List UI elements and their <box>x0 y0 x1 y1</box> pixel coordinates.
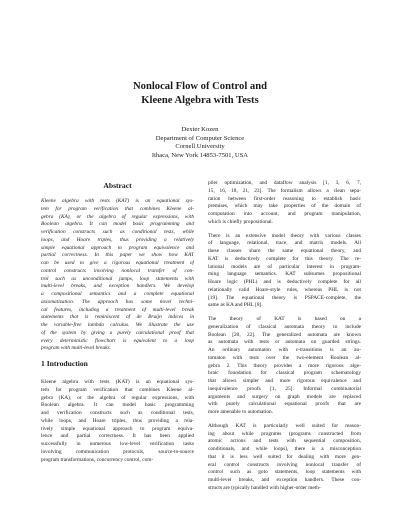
text-line: control constructs involving nonlocal transfer of con- <box>41 267 194 274</box>
text-line: control such as goto statements, loop statements with <box>208 469 361 476</box>
text-line: as automata with tests or automata on guarded strings. <box>208 339 361 346</box>
author-univ: Cornell University <box>175 143 225 151</box>
text-line: gebra (KA), or the algebra of regular expressions, with <box>41 213 194 220</box>
text-line: multi-level breaks, and exception handlers. These con- <box>208 477 361 483</box>
title-line-2: Kleene Algebra with Tests <box>141 94 259 106</box>
text-line: conditionals, and while loops), there is a misconception <box>208 446 361 452</box>
text-line: inequivalence proofs [1, 25]. Informal combinatorial <box>208 385 361 392</box>
text-line: same as KA and PHL [8]. <box>208 302 263 309</box>
text-line: gebra (KA), or the algebra of regular expressions, with <box>41 394 194 401</box>
intro-heading: 1 Introduction <box>41 359 88 368</box>
text-line: while loops, and Hoare triples, thus providing a rela- <box>41 417 194 424</box>
author-block <box>0 126 400 161</box>
text-line: arguments and surgery on graph models are replaced <box>208 393 361 400</box>
text-line: An ordinary automaton with ε-transitions is an au- <box>208 347 361 353</box>
abstract-body <box>41 198 194 353</box>
text-line: Boolean algebra. It can model basic programming and <box>41 221 194 228</box>
text-line: structs are typically handled with higher-order meth- <box>208 484 321 491</box>
text-line: There is an extensive model theory with various classes <box>208 232 361 239</box>
text-line: ing about while programs (programs constructed from <box>208 430 361 437</box>
text-line: trol such as unconditional jumps, loop statements with <box>41 275 194 282</box>
text-line: tem for program verification that combines Kleene al- <box>41 386 194 393</box>
author-dept: Department of Computer Science <box>155 134 245 142</box>
text-line: axiomatization. The approach has some novel techni- <box>41 298 194 305</box>
text-line: computation into account, and program manipulation, <box>208 211 361 217</box>
text-line: premises, which may take properties of the domain of <box>208 203 361 210</box>
intro-body <box>41 379 194 464</box>
title-line-1: Nonlocal Flow of Control and <box>133 81 267 92</box>
text-line: Kleene algebra with tests (KAT) is an equational sys- <box>41 379 194 385</box>
text-line: atomic actions and tests with sequential composition, <box>208 438 361 445</box>
text-line: which is chiefly propositional. <box>208 218 274 225</box>
text-line: Boolean [20, 22]. The generalized automata are known <box>208 331 361 338</box>
text-line: more amenable to automation. <box>208 409 273 415</box>
text-line: successfully in numerous low-level verification tasks <box>41 441 194 447</box>
text-line: piler optimization, and dataflow analysis [1, 3, 6, 7, <box>208 180 361 186</box>
paragraph <box>208 233 361 311</box>
text-line: program transformations, concurrency control, com- <box>41 456 154 463</box>
text-line: Although KAT is particularly well suited for reason- <box>208 422 361 429</box>
text-line: generalization of classical automata theory to include <box>208 323 361 330</box>
text-line: that it is less well suited for dealing with more gen- <box>208 453 361 460</box>
text-line: the variable-free lambda calculus. We illustrate the use <box>41 322 194 328</box>
text-line: KAT is deductively complete for this theory. The re- <box>208 255 361 262</box>
text-line: multi-level breaks, and exception handlers. We develop <box>41 283 194 290</box>
text-line: simple equational approach to program equivalence and <box>41 244 194 251</box>
text-line: Boolean algebra. It can model basic programming <box>41 402 194 409</box>
text-line: 15, 16, 18, 21, 23]. The formalism allows a clean sepa- <box>208 187 361 194</box>
text-line: cal features, including a treatment of multi-level break <box>41 306 194 313</box>
text-line: Hoare logic (PHL) and is deductively complete for all <box>208 279 361 285</box>
paragraph <box>208 316 361 417</box>
text-line: can be used to give a rigorous equational treatment of <box>41 260 194 266</box>
text-line: tomaton with tests over the two-element Boolean al- <box>208 354 361 361</box>
author-address: Ithaca, New York 14853-7501, USA <box>151 152 249 160</box>
paragraph <box>208 180 361 227</box>
text-line: these classes share the same equational theory, and <box>208 248 361 254</box>
text-line: verification constructs such as conditional tests, while <box>41 229 194 235</box>
abstract-heading: Abstract <box>103 181 132 190</box>
text-line: ming language semantics. KAT subsumes propositional <box>208 271 361 278</box>
text-line: Kleene algebra with tests (KAT) is an equational sys- <box>41 198 194 204</box>
text-line: gebra 2. This theory provides a more rigorous alge- <box>208 362 361 369</box>
text-line: and verification constructs such as conditional tests, <box>41 410 194 416</box>
text-line: [19]. The equational theory is PSPACE-complete, the <box>208 294 361 301</box>
author-name: Dexter Kozen <box>181 126 219 133</box>
text-line: a compositional semantics and a complete equational <box>41 291 194 297</box>
text-line: with purely calculational equational proofs that are <box>208 401 361 408</box>
text-line: of language, relational, trace, and matrix models. All <box>208 240 361 247</box>
right-column-body <box>208 180 361 493</box>
text-line: tively simple equational approach to program equiva- <box>41 425 194 432</box>
text-line: involving communication protocols, source-to-source <box>41 448 194 455</box>
text-line: braic foundation for classical program schematology <box>208 370 361 377</box>
text-line: tem for program verification that combines Kleene al- <box>41 205 194 212</box>
text-line: lence and partial correctness. It has been applied <box>41 433 194 440</box>
text-line: loops, and Hoare triples, thus providing a relatively <box>41 236 194 243</box>
text-line: program with multi-level breaks. <box>41 345 111 352</box>
text-line: that allows simpler and more rigorous equivalence and <box>208 378 361 384</box>
text-line: ration between first-order reasoning to establish basic <box>208 195 361 202</box>
text-line: every deterministic flowchart is equivalent to a loop <box>41 337 194 344</box>
text-line: relationally valid Hoare-style rules, whereas PHL is not <box>208 286 361 293</box>
paper-title <box>0 80 400 107</box>
text-line: lational models are of particular interest in program- <box>208 263 361 270</box>
paragraph <box>208 423 361 493</box>
text-line: statements that is reminiscent of de Bruijn indices in <box>41 314 194 321</box>
text-line: eral control constructs involving nonlocal transfer of <box>208 461 361 468</box>
text-line: partial correctness. In this paper we show how KAT <box>41 252 194 259</box>
text-line: The theory of KAT is based on a <box>208 316 361 322</box>
text-line: of the system by giving a purely calculational proof that <box>41 329 194 336</box>
